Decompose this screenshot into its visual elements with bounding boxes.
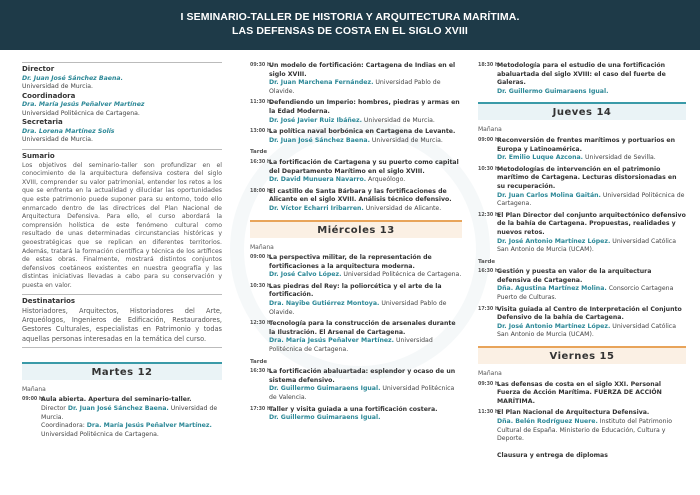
speaker-affiliation: Instituto del Patrimonio Cultural de España. Ministerio de Educación, Cultura y Deporte. bbox=[497, 418, 672, 443]
speaker-name: Dra. María Jesús Peñalver Martínez. bbox=[86, 422, 212, 430]
speaker-affiliation: Universidad Politécnica de Cartagena. bbox=[269, 337, 433, 354]
credit-name: Dra. Lorena Martínez Solís bbox=[22, 127, 115, 135]
closing-text: Clausura y entrega de diplomas bbox=[497, 451, 608, 459]
item-time: 13:00 h. bbox=[250, 129, 273, 135]
item-title: Metodología para el estudio de una fortificación abaluartada del siglo XVIII: el caso del fuerte de Galeras. bbox=[497, 62, 666, 87]
item-title: Taller y visita guiada a una fortificación costera. bbox=[269, 405, 438, 413]
speaker-name: Dr. José Calvo López. bbox=[269, 271, 342, 279]
item-time: 16:30 h. bbox=[250, 369, 273, 375]
item-title: La política naval borbónica en Cartagena de Levante. bbox=[269, 128, 456, 136]
destinatarios-title: Destinatarios bbox=[22, 297, 76, 306]
speaker-name: Dr. Juan José Sánchez Baena. bbox=[67, 404, 169, 412]
schedule-item bbox=[478, 212, 686, 255]
speaker-name: Dr. Juan Marchena Fernández. bbox=[269, 79, 374, 87]
item-time: 11:30 h. bbox=[250, 100, 273, 106]
credit-affiliation: Universidad de Murcia. bbox=[22, 83, 93, 91]
item-time: 10:30 h. bbox=[250, 283, 273, 289]
schedule-item bbox=[250, 159, 462, 185]
speaker-name: Dr. José Javier Ruiz Ibáñez. bbox=[269, 116, 362, 124]
column-1 bbox=[22, 62, 222, 442]
item-title: El Plan Nacional de Arquitectura Defensiva. bbox=[497, 409, 650, 417]
period-label: Mañana bbox=[478, 370, 502, 378]
item-time: 12:30 h. bbox=[478, 212, 501, 218]
schedule-item bbox=[250, 99, 462, 125]
item-title: Aula abierta. Apertura del seminario-taller. bbox=[41, 396, 192, 404]
item-time: 10:30 h. bbox=[478, 166, 501, 172]
item-title: La fortificación de Cartagena y su puerto como capital del Departamento Marítimo en el siglo XVIII. bbox=[269, 158, 459, 175]
schedule-item bbox=[478, 62, 686, 96]
item-time: 09:00 h. bbox=[250, 255, 273, 261]
title-line-2: LAS DEFENSAS DE COSTA EN EL SIGLO XVIII bbox=[232, 25, 468, 37]
destinatarios-section bbox=[22, 294, 222, 347]
item-time: 16:30 h. bbox=[478, 269, 501, 275]
speaker-name: Dr. José Antonio Martínez López. bbox=[497, 322, 611, 330]
schedule-item bbox=[478, 306, 686, 340]
speaker-name: Dña. Belén Rodríguez Nuere. bbox=[497, 418, 598, 425]
day-header-viernes: Viernes 15 bbox=[478, 346, 686, 364]
speaker-name: Dra. Nayibe Gutiérrez Montoya. bbox=[269, 300, 380, 308]
credits-section bbox=[22, 62, 222, 145]
speaker-affiliation: Universidad Pablo de Olavide. bbox=[269, 79, 441, 95]
speaker-role: Director bbox=[41, 404, 68, 412]
item-title: Tecnología para la construcción de arsenales durante la Ilustración. El Arsenal de Cartagena. bbox=[269, 320, 456, 336]
item-time: 09:00 h. bbox=[22, 397, 45, 403]
schedule-item bbox=[250, 128, 462, 145]
schedule-item bbox=[250, 406, 462, 423]
speaker-name: Dra. María Jesús Peñalver Martínez. bbox=[269, 337, 395, 345]
speaker-role: Coordinadora: bbox=[41, 422, 87, 430]
period-label: Mañana bbox=[22, 385, 46, 393]
credit-role: Director bbox=[22, 65, 55, 73]
speaker-affiliation: Universidad Católica San Antonio de Murcia (UCAM). bbox=[497, 237, 676, 254]
credit-name: Dr. Juan José Sánchez Baena. bbox=[22, 74, 123, 82]
speaker-name: Dr. Guillermo Guimaraens Igual. bbox=[269, 414, 381, 422]
speaker-affiliation: Universidad Politécnica de Valencia. bbox=[269, 385, 455, 401]
schedule-item bbox=[250, 283, 462, 317]
item-time: 18:30 h. bbox=[478, 63, 501, 68]
speaker-affiliation: Universidad de Murcia. bbox=[369, 136, 443, 144]
day-header-jueves: Jueves 14 bbox=[478, 102, 686, 120]
speaker-affiliation: Universidad Politécnica de Cartagena. bbox=[497, 191, 685, 208]
speaker-affiliation: Arqueólogo. bbox=[366, 176, 406, 184]
schedule-item bbox=[22, 396, 222, 439]
speaker-name: Dña. Agustina Martínez Molina. bbox=[497, 285, 607, 293]
speaker-name: Dr. Emilio Luque Azcona. bbox=[497, 154, 584, 162]
period-label: Mañana bbox=[478, 126, 502, 134]
credit-affiliation: Universidad de Murcia. bbox=[22, 136, 93, 144]
speaker-name: Dr. Guillermo Guimaraens Igual. bbox=[497, 87, 609, 95]
schedule-item bbox=[478, 166, 686, 209]
item-time: 09:30 h. bbox=[478, 381, 501, 387]
item-title: La perspectiva militar, de la representación de fortificaciones a la arquitectura moderna. bbox=[269, 254, 432, 270]
item-title: El Plan Director del conjunto arquitectónico defensivo de la bahía de Cartagena. Propuestas, realidades y nuevos retos. bbox=[497, 211, 686, 236]
sumario-title: Sumario bbox=[22, 152, 55, 161]
credit-role: Coordinadora bbox=[22, 91, 76, 100]
item-time: 18:00 h. bbox=[250, 188, 273, 194]
speaker-name: Dr. Juan Carlos Molina Gaitán. bbox=[497, 191, 601, 199]
schedule-item bbox=[478, 381, 686, 407]
speaker-affiliation: Universidad de Sevilla. bbox=[583, 154, 656, 162]
speaker-affiliation: Universidad Politécnica de Cartagena. bbox=[41, 430, 159, 438]
schedule-item bbox=[478, 409, 686, 443]
item-time: 12:30 h. bbox=[250, 321, 273, 327]
period-label: Tarde bbox=[478, 258, 496, 265]
item-title: Metodologías de intervención en el patrimonio marítimo de Cartagena. Lecturas distorsionadas en su recuperación. bbox=[497, 165, 677, 190]
speaker-name: Dr. David Munuera Navarro. bbox=[269, 176, 367, 184]
speaker-name: Dr. Víctor Echarri Iribarren. bbox=[269, 204, 364, 212]
schedule-item bbox=[478, 268, 686, 302]
speaker-affiliation: Universidad Pablo de Olavide. bbox=[269, 300, 447, 316]
item-title: El castillo de Santa Bárbara y las fortificaciones de Alicante en el siglo XVIII. Análisis técnico defensivo. bbox=[269, 187, 452, 204]
item-title: Gestión y puesta en valor de la arquitectura defensiva de Cartagena. bbox=[497, 268, 652, 284]
title-line-1: I SEMINARIO-TALLER DE HISTORIA Y ARQUITECTURA MARÍTIMA. bbox=[180, 11, 520, 23]
speaker-affiliation: Universidad de Murcia. bbox=[41, 404, 218, 421]
sumario-section bbox=[22, 149, 222, 290]
item-title: Las piedras del Rey: la poliorcética y el arte de la fortificación. bbox=[269, 282, 442, 299]
sumario-text: Los objetivos del seminario-taller son profundizar en el conocimiento de la arquitectura defensiva costera del siglo XVIII, comprender su valor patrimonial, entender los retos a los que se enfrenta en la actualidad y dilucidar las oportunidades que este patrimonio puede suponer para su entorno, todo ello enmarcado dentro de las directrices del Plan Nacional de Arquitectura Defensiva. Para ello, el curso abordará la comprensión holística de este fenómeno cultural como resultado de unas determinadas circunstancias históricas y geoestratégicas que se replican en diferentes territorios. Además, tratará la formación científica y técnica de los artífices de estas obras. Finalmente, mostrará distintos conjuntos defensivos coetáneos existentes en nuestra geografía y las distintas iniciativas llevadas a cabo para su conservación y puesta en valor. bbox=[22, 161, 222, 289]
item-time: 11:30 h. bbox=[478, 410, 501, 416]
speaker-affiliation: Universidad de Murcia. bbox=[361, 116, 435, 124]
column-3 bbox=[478, 62, 686, 460]
destinatarios-text: Historiadores, Arquitectos, Historiadores del Arte, Arqueólogos, Ingenieros de Edificación, Restauradores, Gestores Culturales, especialistas en Patrimonio y todas aquellas personas interesadas en la temática del curso. bbox=[22, 306, 222, 343]
speaker-name: Dr. Guillermo Guimaraens Igual. bbox=[269, 385, 381, 393]
schedule-item bbox=[250, 62, 462, 96]
item-title: La fortificación abaluartada: esplendor y ocaso de un sistema defensivo. bbox=[269, 368, 456, 384]
schedule-item bbox=[250, 368, 462, 402]
credit-affiliation: Universidad Politécnica de Cartagena. bbox=[22, 109, 140, 117]
item-title: Un modelo de fortificación: Cartagena de Indias en el siglo XVIII. bbox=[269, 62, 456, 78]
speaker-name: Dr. José Antonio Martínez López. bbox=[497, 237, 611, 245]
item-time: 17:30 h. bbox=[478, 306, 501, 312]
item-title: Defendiendo un Imperio: hombres, piedras y armas en la Edad Moderna. bbox=[269, 99, 460, 115]
item-title: Reconversión de frentes marítimos y portuarios en Europa y Latinoamérica. bbox=[497, 136, 676, 153]
page-header bbox=[0, 0, 700, 50]
day-header-miercoles: Miércoles 13 bbox=[250, 220, 462, 238]
schedule-item bbox=[478, 137, 686, 163]
item-time: 16:30 h. bbox=[250, 159, 273, 165]
speaker-name: Dr. Juan José Sánchez Baena. bbox=[269, 136, 370, 144]
item-time: 09:30 h. bbox=[250, 63, 273, 68]
speaker-affiliation: Consorcio Cartagena Puerto de Culturas. bbox=[497, 285, 674, 302]
item-time: 17:30 h. bbox=[250, 406, 273, 412]
credit-name: Dra. María Jesús Peñalver Martínez bbox=[22, 101, 145, 109]
speaker-affiliation: Universidad Católica San Antonio de Murcia (UCAM). bbox=[497, 322, 676, 339]
schedule-item bbox=[250, 254, 462, 280]
schedule-item bbox=[250, 188, 462, 214]
speaker-affiliation: Universidad Politécnica de Cartagena. bbox=[341, 271, 462, 279]
period-label: Tarde bbox=[250, 149, 268, 156]
schedule-item bbox=[250, 320, 462, 354]
column-2 bbox=[250, 62, 462, 426]
credit-role: Secretaria bbox=[22, 118, 63, 127]
speaker-affiliation: Universidad de Alicante. bbox=[363, 204, 442, 212]
item-title: Visita guiada al Centro de Interpretación el Conjunto Defensivo de la bahía de Cartagena. bbox=[497, 305, 682, 322]
item-title: Las defensas de costa en el siglo XXI. Personal Fuerza de Acción Marítima. FUERZA DE ACCIÓN MARÍTIMA. bbox=[497, 380, 662, 405]
period-label: Mañana bbox=[250, 243, 274, 251]
day-header-martes: Martes 12 bbox=[22, 362, 222, 380]
period-label: Tarde bbox=[250, 358, 268, 365]
item-time: 09:00 h. bbox=[478, 137, 501, 143]
